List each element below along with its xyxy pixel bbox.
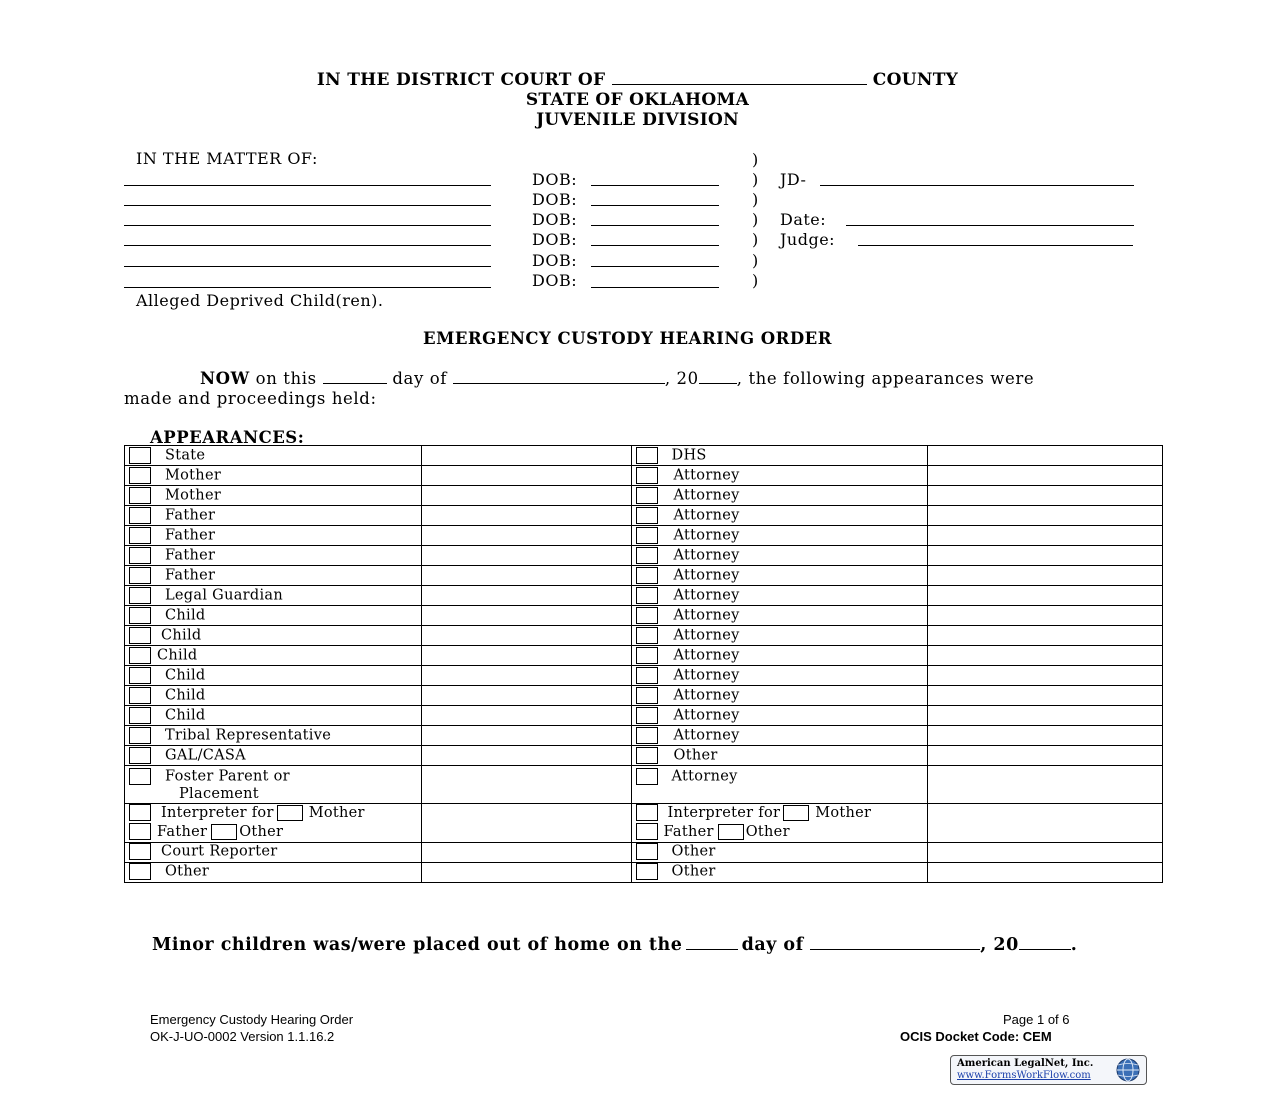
name-cell[interactable] bbox=[928, 566, 1163, 586]
party-label: Court Reporter bbox=[161, 843, 278, 860]
party-cell bbox=[631, 726, 928, 746]
appearance-checkbox[interactable] bbox=[636, 507, 658, 524]
other-label: Other bbox=[239, 823, 284, 840]
party-cell bbox=[631, 706, 928, 726]
name-cell[interactable] bbox=[928, 766, 1163, 804]
alleged-deprived-label: Alleged Deprived Child(ren). bbox=[136, 291, 384, 310]
party-cell bbox=[631, 626, 928, 646]
party-label: Child bbox=[165, 667, 206, 684]
interpreter-checkbox[interactable] bbox=[636, 804, 658, 821]
party-label: Other bbox=[671, 843, 716, 860]
party-cell bbox=[125, 646, 422, 666]
party-label: Attorney bbox=[673, 567, 740, 584]
footer-form-title: Emergency Custody Hearing Order bbox=[150, 1012, 354, 1027]
now-label: NOW bbox=[200, 369, 250, 388]
interpreter-checkbox[interactable] bbox=[129, 804, 151, 821]
dob-field[interactable] bbox=[591, 225, 719, 226]
name-cell[interactable] bbox=[928, 526, 1163, 546]
other-checkbox[interactable] bbox=[211, 824, 237, 840]
appearance-checkbox[interactable] bbox=[636, 587, 658, 604]
appearance-checkbox[interactable] bbox=[129, 627, 151, 644]
on-this-label: on this bbox=[255, 369, 317, 388]
caption-paren: ) bbox=[752, 190, 759, 209]
appearance-checkbox[interactable] bbox=[636, 467, 658, 484]
party-label: Other bbox=[673, 747, 718, 764]
table-row bbox=[125, 726, 1163, 746]
dob-label: DOB: bbox=[532, 190, 578, 209]
other-checkbox[interactable] bbox=[636, 843, 658, 860]
dob-field[interactable] bbox=[591, 245, 719, 246]
table-row bbox=[125, 646, 1163, 666]
party-label: Tribal Representative bbox=[165, 727, 332, 744]
appearance-checkbox[interactable] bbox=[129, 647, 151, 664]
party-label: Attorney bbox=[673, 647, 740, 664]
father-checkbox[interactable] bbox=[129, 823, 151, 840]
table-row bbox=[125, 666, 1163, 686]
caption-paren: ) bbox=[752, 210, 759, 229]
party-label: DHS bbox=[671, 447, 707, 464]
father-label: Father bbox=[663, 823, 714, 840]
appearance-checkbox[interactable] bbox=[636, 527, 658, 544]
appearance-checkbox[interactable] bbox=[636, 487, 658, 504]
placed-period: . bbox=[1070, 935, 1078, 955]
name-cell[interactable] bbox=[421, 506, 631, 526]
party-label: Foster Parent or bbox=[165, 768, 290, 785]
appearance-checkbox[interactable] bbox=[636, 687, 658, 704]
party-cell bbox=[125, 446, 422, 466]
name-cell[interactable] bbox=[421, 706, 631, 726]
party-label: Other bbox=[165, 863, 210, 880]
appearance-checkbox[interactable] bbox=[129, 467, 151, 484]
name-cell[interactable] bbox=[928, 862, 1163, 882]
table-row bbox=[125, 486, 1163, 506]
name-cell[interactable] bbox=[928, 546, 1163, 566]
party-cell bbox=[631, 686, 928, 706]
caption-paren: ) bbox=[752, 230, 759, 249]
table-row bbox=[125, 446, 1163, 466]
party-label: Attorney bbox=[673, 587, 740, 604]
party-label: Other bbox=[671, 863, 716, 880]
party-label: Attorney bbox=[673, 507, 740, 524]
appearance-checkbox[interactable] bbox=[129, 707, 151, 724]
party-label: Child bbox=[165, 687, 206, 704]
party-label: Father bbox=[165, 567, 216, 584]
appearance-checkbox[interactable] bbox=[129, 747, 151, 764]
name-cell[interactable] bbox=[928, 803, 1163, 842]
name-cell[interactable] bbox=[928, 486, 1163, 506]
father-checkbox[interactable] bbox=[636, 823, 658, 840]
mother-label: Mother bbox=[815, 804, 872, 821]
placed-month-blank[interactable] bbox=[810, 935, 980, 950]
court-header bbox=[0, 70, 1275, 90]
appearance-checkbox[interactable] bbox=[129, 547, 151, 564]
name-cell[interactable] bbox=[421, 766, 631, 804]
name-cell[interactable] bbox=[928, 626, 1163, 646]
mother-checkbox[interactable] bbox=[783, 805, 809, 821]
party-label: Child bbox=[165, 707, 206, 724]
party-cell bbox=[631, 526, 928, 546]
footer-page-number: Page 1 of 6 bbox=[1003, 1012, 1070, 1027]
name-cell[interactable] bbox=[421, 446, 631, 466]
party-cell bbox=[631, 566, 928, 586]
party-cell bbox=[631, 446, 928, 466]
table-row bbox=[125, 706, 1163, 726]
table-row bbox=[125, 586, 1163, 606]
appearances-heading: APPEARANCES: bbox=[150, 428, 305, 447]
party-cell bbox=[631, 842, 928, 862]
party-cell bbox=[631, 766, 928, 804]
party-label: Legal Guardian bbox=[165, 587, 283, 604]
county-blank[interactable] bbox=[612, 70, 867, 85]
footer-docket-code: OCIS Docket Code: CEM bbox=[900, 1029, 1052, 1044]
name-cell[interactable] bbox=[421, 666, 631, 686]
name-cell[interactable] bbox=[928, 726, 1163, 746]
party-label: Attorney bbox=[673, 707, 740, 724]
logo-name: American LegalNet, Inc. bbox=[957, 1058, 1094, 1069]
party-cell bbox=[631, 666, 928, 686]
other-checkbox[interactable] bbox=[129, 863, 151, 880]
party-label: Attorney bbox=[673, 527, 740, 544]
name-cell[interactable] bbox=[928, 746, 1163, 766]
mother-label: Mother bbox=[308, 804, 365, 821]
child-name-line[interactable] bbox=[124, 287, 491, 288]
child-name-line[interactable] bbox=[124, 205, 491, 206]
party-cell bbox=[125, 546, 422, 566]
party-label: Father bbox=[165, 527, 216, 544]
party-cell bbox=[631, 746, 928, 766]
intro-line2: made and proceedings held: bbox=[124, 389, 377, 408]
attorney-checkbox[interactable] bbox=[636, 768, 658, 785]
date-label: Date: bbox=[780, 210, 827, 229]
appearance-checkbox[interactable] bbox=[636, 567, 658, 584]
name-cell[interactable] bbox=[421, 606, 631, 626]
name-cell[interactable] bbox=[421, 626, 631, 646]
placement-sentence bbox=[152, 935, 1077, 955]
table-row bbox=[125, 686, 1163, 706]
placed-day-of: day of bbox=[741, 935, 804, 955]
appearance-checkbox[interactable] bbox=[636, 647, 658, 664]
father-label: Father bbox=[157, 823, 208, 840]
table-row bbox=[125, 862, 1163, 882]
foster-checkbox[interactable] bbox=[129, 768, 151, 785]
placed-year-prefix: , 20 bbox=[980, 935, 1019, 955]
party-cell bbox=[125, 486, 422, 506]
other-checkbox[interactable] bbox=[718, 824, 744, 840]
dob-field[interactable] bbox=[591, 185, 719, 186]
appearances-body bbox=[125, 446, 1163, 883]
intro-paragraph bbox=[200, 369, 1165, 388]
name-cell[interactable] bbox=[928, 606, 1163, 626]
appearance-checkbox[interactable] bbox=[636, 727, 658, 744]
party-cell bbox=[125, 842, 422, 862]
party-label: Child bbox=[161, 627, 202, 644]
placed-day-blank[interactable] bbox=[686, 935, 738, 950]
logo-url[interactable]: www.FormsWorkFlow.com bbox=[957, 1070, 1091, 1081]
appearance-checkbox[interactable] bbox=[129, 687, 151, 704]
party-label: Mother bbox=[165, 487, 222, 504]
judge-field[interactable] bbox=[858, 245, 1133, 246]
name-cell[interactable] bbox=[421, 646, 631, 666]
jd-label: JD- bbox=[780, 170, 807, 189]
jd-number-field[interactable] bbox=[820, 185, 1134, 186]
party-label: Attorney bbox=[673, 487, 740, 504]
name-cell[interactable] bbox=[928, 706, 1163, 726]
appearances-table bbox=[124, 445, 1163, 883]
name-cell[interactable] bbox=[928, 466, 1163, 486]
party-label: Attorney bbox=[673, 687, 740, 704]
placed-year-blank[interactable] bbox=[1019, 935, 1071, 950]
name-cell[interactable] bbox=[928, 506, 1163, 526]
party-cell bbox=[125, 766, 422, 804]
table-row bbox=[125, 626, 1163, 646]
dob-label: DOB: bbox=[532, 210, 578, 229]
table-row bbox=[125, 546, 1163, 566]
header-county: COUNTY bbox=[872, 70, 959, 90]
table-row bbox=[125, 803, 1163, 842]
dob-field[interactable] bbox=[591, 287, 719, 288]
party-cell bbox=[125, 526, 422, 546]
party-cell bbox=[125, 626, 422, 646]
name-cell[interactable] bbox=[421, 566, 631, 586]
party-cell bbox=[631, 506, 928, 526]
globe-icon bbox=[1114, 1057, 1142, 1083]
party-label: Attorney bbox=[673, 667, 740, 684]
caption-paren: ) bbox=[752, 251, 759, 270]
party-cell bbox=[125, 506, 422, 526]
placed-text: Minor children was/were placed out of home on the bbox=[152, 935, 683, 955]
appearance-checkbox[interactable] bbox=[129, 507, 151, 524]
american-legalnet-logo[interactable] bbox=[950, 1055, 1147, 1085]
appearance-checkbox[interactable] bbox=[636, 667, 658, 684]
month-blank[interactable] bbox=[453, 369, 665, 384]
name-cell[interactable] bbox=[421, 726, 631, 746]
day-of-label: day of bbox=[392, 369, 447, 388]
day-blank[interactable] bbox=[323, 369, 387, 384]
caption-paren: ) bbox=[752, 170, 759, 189]
party-label: Attorney bbox=[673, 627, 740, 644]
interpreter-label: Interpreter for bbox=[161, 804, 274, 821]
table-row bbox=[125, 842, 1163, 862]
party-cell bbox=[125, 746, 422, 766]
party-cell bbox=[631, 586, 928, 606]
party-label: Attorney bbox=[673, 727, 740, 744]
party-label: Attorney bbox=[673, 467, 740, 484]
party-label: Attorney bbox=[671, 768, 738, 785]
name-cell[interactable] bbox=[928, 666, 1163, 686]
table-row bbox=[125, 526, 1163, 546]
dob-field[interactable] bbox=[591, 205, 719, 206]
appearance-checkbox[interactable] bbox=[129, 607, 151, 624]
table-row bbox=[125, 466, 1163, 486]
name-cell[interactable] bbox=[421, 746, 631, 766]
child-name-line[interactable] bbox=[124, 245, 491, 246]
appearance-checkbox[interactable] bbox=[129, 567, 151, 584]
appearance-checkbox[interactable] bbox=[636, 547, 658, 564]
interpreter-cell bbox=[125, 803, 422, 842]
other-label: Other bbox=[745, 823, 790, 840]
party-label: Attorney bbox=[673, 547, 740, 564]
caption-paren: ) bbox=[752, 150, 759, 169]
party-label: Child bbox=[157, 647, 198, 664]
party-cell bbox=[125, 666, 422, 686]
child-name-line[interactable] bbox=[124, 266, 491, 267]
caption-paren: ) bbox=[752, 271, 759, 290]
name-cell[interactable] bbox=[421, 526, 631, 546]
party-label: State bbox=[165, 447, 206, 464]
dob-label: DOB: bbox=[532, 271, 578, 290]
dob-label: DOB: bbox=[532, 251, 578, 270]
child-name-line[interactable] bbox=[124, 225, 491, 226]
child-name-line[interactable] bbox=[124, 185, 491, 186]
order-title: EMERGENCY CUSTODY HEARING ORDER bbox=[423, 329, 832, 348]
party-label: Placement bbox=[179, 785, 259, 802]
name-cell[interactable] bbox=[928, 446, 1163, 466]
party-cell bbox=[631, 486, 928, 506]
mother-checkbox[interactable] bbox=[277, 805, 303, 821]
other-checkbox[interactable] bbox=[636, 863, 658, 880]
appearance-checkbox[interactable] bbox=[636, 627, 658, 644]
header-court-of: IN THE DISTRICT COURT OF bbox=[316, 70, 606, 90]
appearance-checkbox[interactable] bbox=[636, 747, 658, 764]
name-cell[interactable] bbox=[421, 586, 631, 606]
appearance-checkbox[interactable] bbox=[129, 487, 151, 504]
interpreter-label: Interpreter for bbox=[667, 804, 781, 821]
header-state: STATE OF OKLAHOMA bbox=[525, 90, 750, 110]
table-row bbox=[125, 566, 1163, 586]
party-label: Attorney bbox=[673, 607, 740, 624]
following-text: , the following appearances were bbox=[736, 369, 1035, 388]
name-cell[interactable] bbox=[421, 546, 631, 566]
party-cell bbox=[125, 862, 422, 882]
date-field[interactable] bbox=[846, 225, 1134, 226]
dob-field[interactable] bbox=[591, 266, 719, 267]
appearance-checkbox[interactable] bbox=[129, 667, 151, 684]
court-reporter-checkbox[interactable] bbox=[129, 843, 151, 860]
footer-form-id: OK-J-UO-0002 Version 1.1.16.2 bbox=[150, 1029, 335, 1044]
dob-label: DOB: bbox=[532, 170, 578, 189]
party-cell bbox=[631, 606, 928, 626]
judge-label: Judge: bbox=[780, 230, 836, 249]
name-cell[interactable] bbox=[421, 466, 631, 486]
party-cell bbox=[125, 606, 422, 626]
party-cell bbox=[125, 706, 422, 726]
name-cell[interactable] bbox=[928, 646, 1163, 666]
name-cell[interactable] bbox=[421, 486, 631, 506]
party-cell bbox=[125, 586, 422, 606]
year-prefix: , 20 bbox=[664, 369, 699, 388]
party-label: Father bbox=[165, 507, 216, 524]
party-label: GAL/CASA bbox=[165, 747, 246, 764]
appearance-checkbox[interactable] bbox=[129, 527, 151, 544]
party-cell bbox=[631, 466, 928, 486]
party-cell bbox=[631, 546, 928, 566]
table-row bbox=[125, 746, 1163, 766]
appearance-checkbox[interactable] bbox=[636, 707, 658, 724]
appearance-checkbox[interactable] bbox=[129, 727, 151, 744]
name-cell[interactable] bbox=[928, 842, 1163, 862]
party-label: Child bbox=[165, 607, 206, 624]
table-row bbox=[125, 506, 1163, 526]
name-cell[interactable] bbox=[421, 803, 631, 842]
party-cell bbox=[125, 686, 422, 706]
header-division: JUVENILE DIVISION bbox=[536, 110, 739, 130]
name-cell[interactable] bbox=[421, 842, 631, 862]
appearance-checkbox[interactable] bbox=[129, 587, 151, 604]
party-cell bbox=[631, 646, 928, 666]
appearance-checkbox[interactable] bbox=[129, 447, 151, 464]
interpreter-cell bbox=[631, 803, 928, 842]
table-row bbox=[125, 606, 1163, 626]
dob-label: DOB: bbox=[532, 230, 578, 249]
party-label: Father bbox=[165, 547, 216, 564]
party-label: Mother bbox=[165, 467, 222, 484]
name-cell[interactable] bbox=[421, 862, 631, 882]
name-cell[interactable] bbox=[928, 686, 1163, 706]
party-cell bbox=[631, 862, 928, 882]
name-cell[interactable] bbox=[928, 586, 1163, 606]
table-row bbox=[125, 766, 1163, 804]
party-cell bbox=[125, 566, 422, 586]
party-cell bbox=[125, 726, 422, 746]
appearance-checkbox[interactable] bbox=[636, 607, 658, 624]
appearance-checkbox[interactable] bbox=[636, 447, 658, 464]
party-cell bbox=[125, 466, 422, 486]
name-cell[interactable] bbox=[421, 686, 631, 706]
matter-label: IN THE MATTER OF: bbox=[136, 149, 318, 168]
year-blank[interactable] bbox=[699, 369, 737, 384]
